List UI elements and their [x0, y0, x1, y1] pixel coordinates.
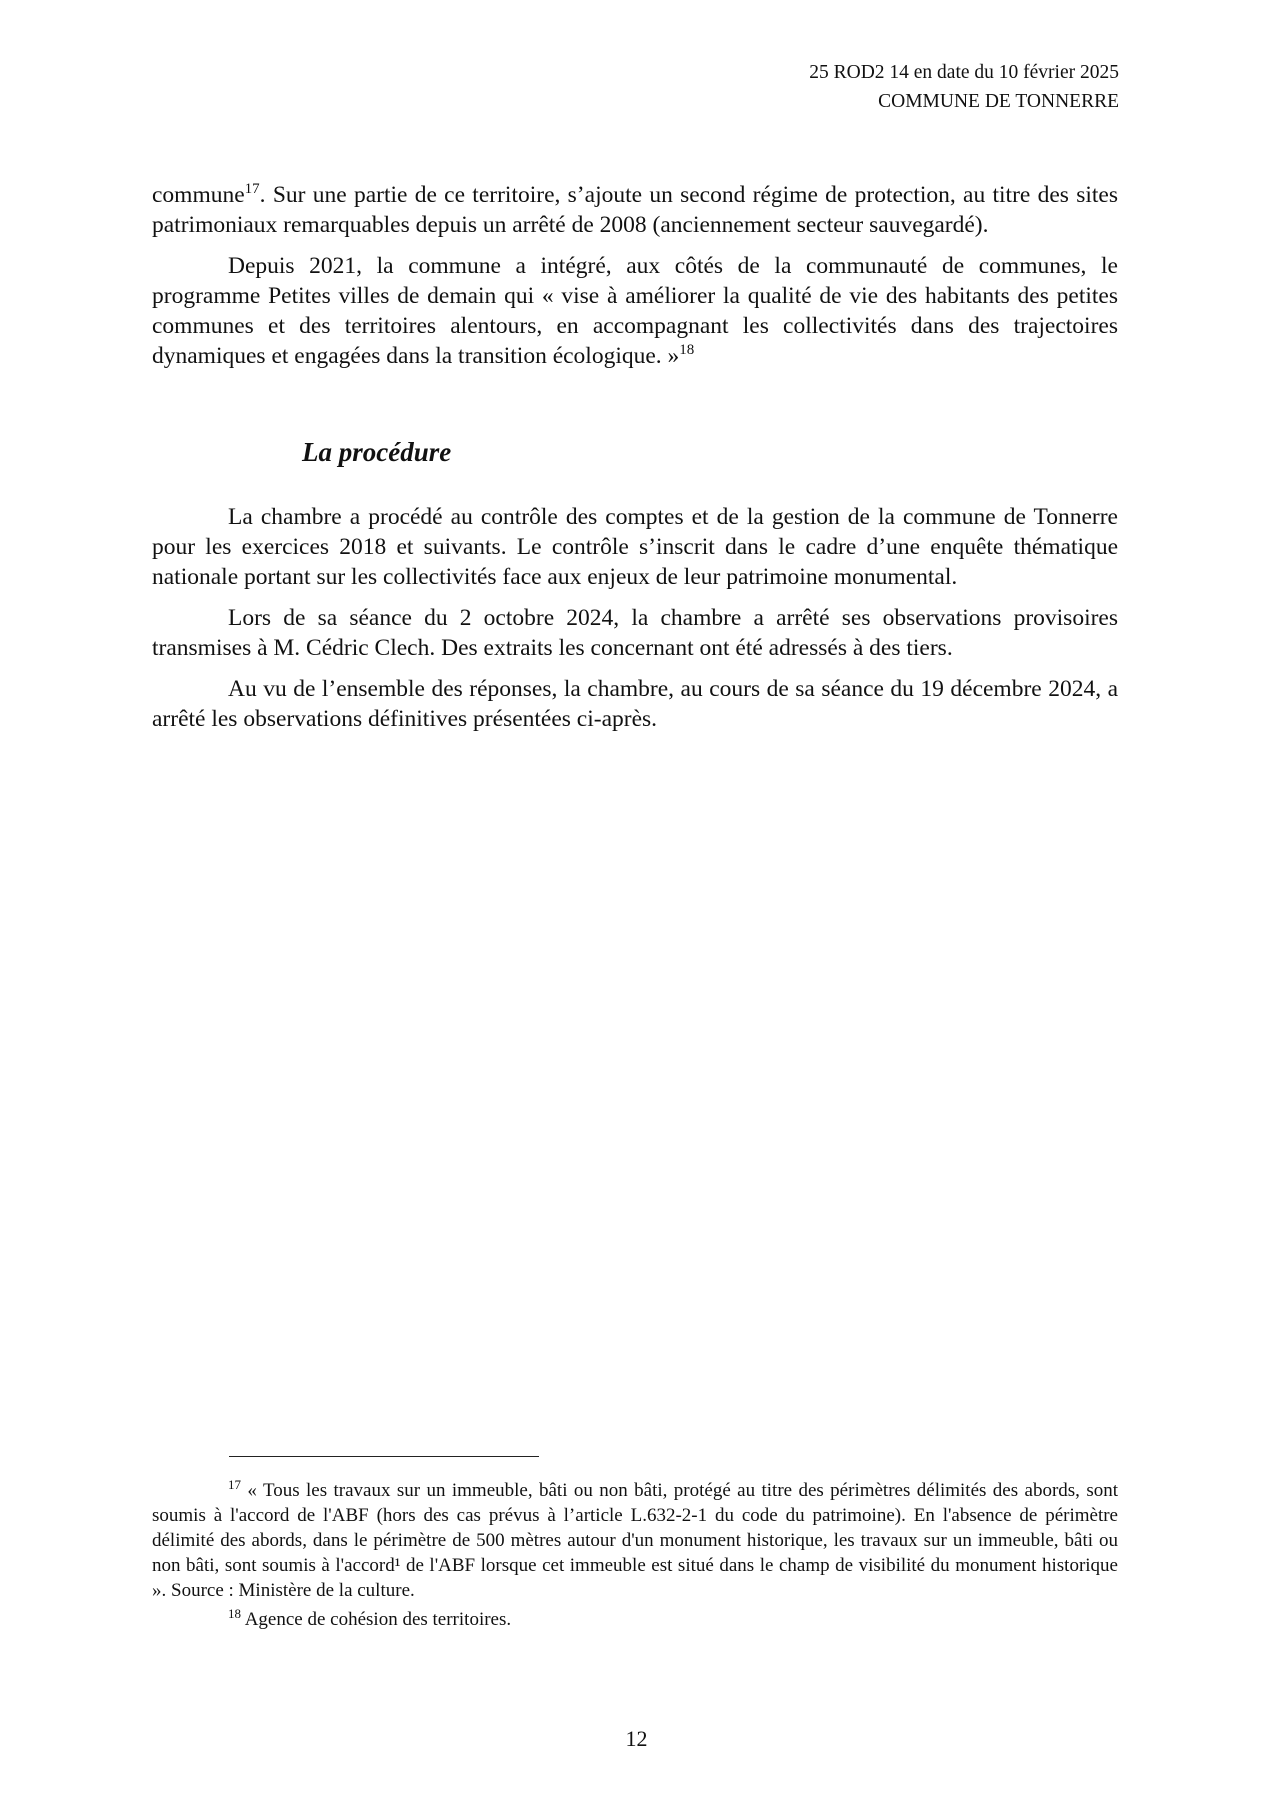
procedure-paragraph-3: Au vu de l’ensemble des réponses, la chambre, au cours de sa séance du 19 décembre 2024, a arrêté les observations définitives présentées ci-après. [152, 676, 1118, 732]
footnote-text: Agence de cohésion des territoires. [241, 1609, 512, 1630]
footnote-17 [152, 1478, 1118, 1603]
intro-p2-text: Depuis 2021, la commune a intégré, aux côtés de la communauté de communes, le programme Petites villes de demain qui « vise à améliorer la qualité de vie des habitants des petites communes et des territoires alentours, en accompagnant les collectivités dans des trajectoires dynamiques et engagées dans la transition écologique. » [152, 253, 1118, 369]
footnote-number: 18 [228, 1606, 241, 1621]
intro-p1-rest: . Sur une partie de ce territoire, s’ajoute un second régime de protection, au titre des sites patrimoniaux remarquables depuis un arrêté de 2008 (anciennement secteur sauvegardé). [152, 182, 1118, 238]
footnote-ref-18[interactable]: 18 [679, 342, 695, 358]
procedure-paragraph-1: La chambre a procédé au contrôle des comptes et de la gestion de la commune de Tonnerre pour les exercices 2018 et suivants. Le contrôle s’inscrit dans le cadre d’une enquête thématique nationale portant sur les collectivités face aux enjeux de leur patrimoine monumental. [152, 504, 1118, 590]
intro-section [152, 180, 1118, 382]
footnote-separator [229, 1456, 539, 1457]
commune-name: COMMUNE DE TONNERRE [878, 91, 1119, 112]
page-header [809, 58, 1119, 116]
footnotes [152, 1478, 1118, 1636]
intro-paragraph-2 [152, 251, 1118, 371]
footnote-text: « Tous les travaux sur un immeuble, bâti ou non bâti, protégé au titre des périmètres délimités des abords, sont soumis à l'accord de l'ABF (hors des cas prévus à l’article L.632-2-1 du code du patrimoine). En l'absence de périmètre délimité des abords, dans le périmètre de 500 mètres autour d'un monument historique, les travaux sur un immeuble, bâti ou non bâti, sont soumis à l'accord¹ de l'ABF lorsque cet immeuble est situé dans le champ de visibilité du monument historique ». Source : Ministère de la culture. [152, 1480, 1118, 1601]
document-reference: 25 ROD2 14 en date du 10 février 2025 [809, 62, 1119, 83]
intro-p1-start: commune [152, 182, 245, 208]
footnote-number: 17 [228, 1477, 241, 1492]
footnote-18 [152, 1607, 1118, 1632]
page-number: 12 [625, 1726, 648, 1751]
procedure-paragraph-2: Lors de sa séance du 2 octobre 2024, la chambre a arrêté ses observations provisoires transmises à M. Cédric Clech. Des extraits les concernant ont été adressés à des tiers. [152, 605, 1118, 661]
section-heading: La procédure [302, 437, 452, 467]
footnote-ref-17[interactable]: 17 [244, 181, 260, 197]
intro-paragraph-1 [152, 180, 1118, 240]
procedure-section [152, 502, 1118, 745]
